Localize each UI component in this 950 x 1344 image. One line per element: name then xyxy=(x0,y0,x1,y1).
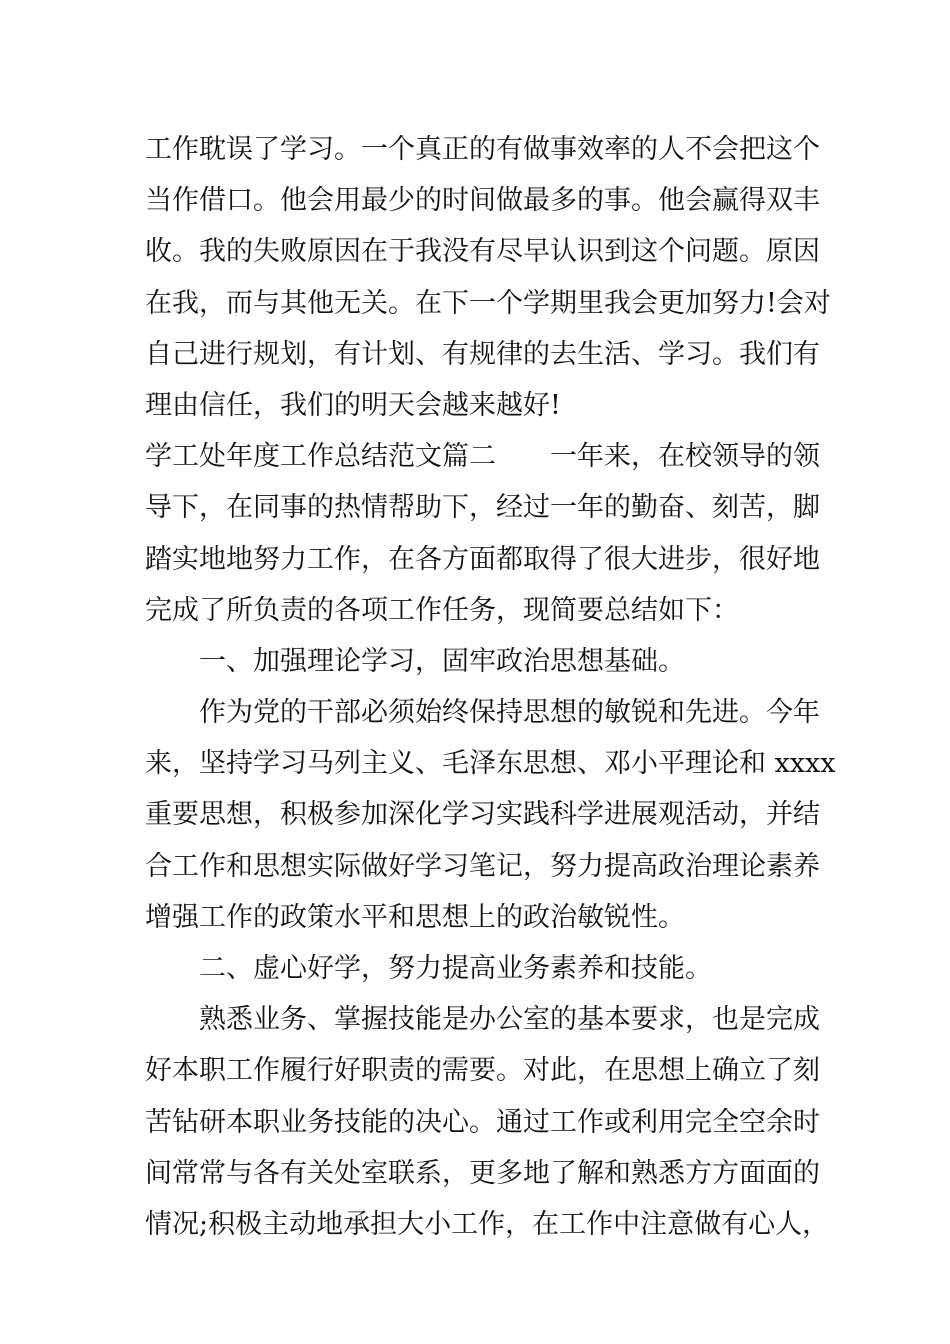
text-line: 在我，而与其他无关。在下一个学期里我会更加努力!会对 xyxy=(145,287,831,319)
heading-1: 一、加强理论学习，固牢政治思想基础。 xyxy=(199,645,685,677)
text-line: 来，坚持学习马列主义、毛泽东思想、邓小平理论和 xxxx xyxy=(145,748,836,780)
text-line: 踏实地地努力工作，在各方面都取得了很大进步，很好地 xyxy=(145,543,820,575)
text-line: 间常常与各有关处室联系，更多地了解和熟悉方方面面的 xyxy=(145,1157,820,1189)
text-line: 熟悉业务、掌握技能是办公室的基本要求，也是完成 xyxy=(199,1004,820,1036)
text-line: 工作耽误了学习。一个真正的有做事效率的人不会把这个 xyxy=(145,134,820,165)
document-body xyxy=(145,124,836,1250)
section-intro-start: 一年来，在校领导的领 xyxy=(550,441,820,473)
text-line: 理由信任，我们的明天会越来越好! xyxy=(145,389,561,421)
text-line: 苦钻研本职业务技能的决心。通过工作或利用完全空余时 xyxy=(145,1106,820,1138)
text-line: 收。我的失败原因在于我没有尽早认识到这个问题。原因 xyxy=(145,236,820,268)
section-title: 学工处年度工作总结范文篇二 xyxy=(145,441,496,473)
text-line: 重要思想，积极参加深化学习实践科学进展观活动，并结 xyxy=(145,799,820,831)
text-line: 导下，在同事的热情帮助下，经过一年的勤奋、刻苦，脚 xyxy=(145,492,820,524)
text-line: 情况;积极主动地承担大小工作，在工作中注意做有心人， xyxy=(145,1208,830,1240)
text-line: 增强工作的政策水平和思想上的政治敏锐性。 xyxy=(145,901,685,933)
section-title-line xyxy=(145,431,820,482)
text-line: 当作借口。他会用最少的时间做最多的事。他会赢得双丰 xyxy=(145,185,820,217)
text-line: 完成了所负责的各项工作任务，现简要总结如下： xyxy=(145,594,739,626)
heading-2: 二、虚心好学，努力提高业务素养和技能。 xyxy=(199,953,712,984)
text-line: 自己进行规划，有计划、有规律的去生活、学习。我们有 xyxy=(145,338,820,370)
text-line: 合工作和思想实际做好学习笔记，努力提高政治理论素养 xyxy=(145,850,820,882)
text-line: 好本职工作履行好职责的需要。对此，在思想上确立了刻 xyxy=(145,1055,820,1087)
text-line: 作为党的干部必须始终保持思想的敏锐和先进。今年 xyxy=(199,697,820,729)
